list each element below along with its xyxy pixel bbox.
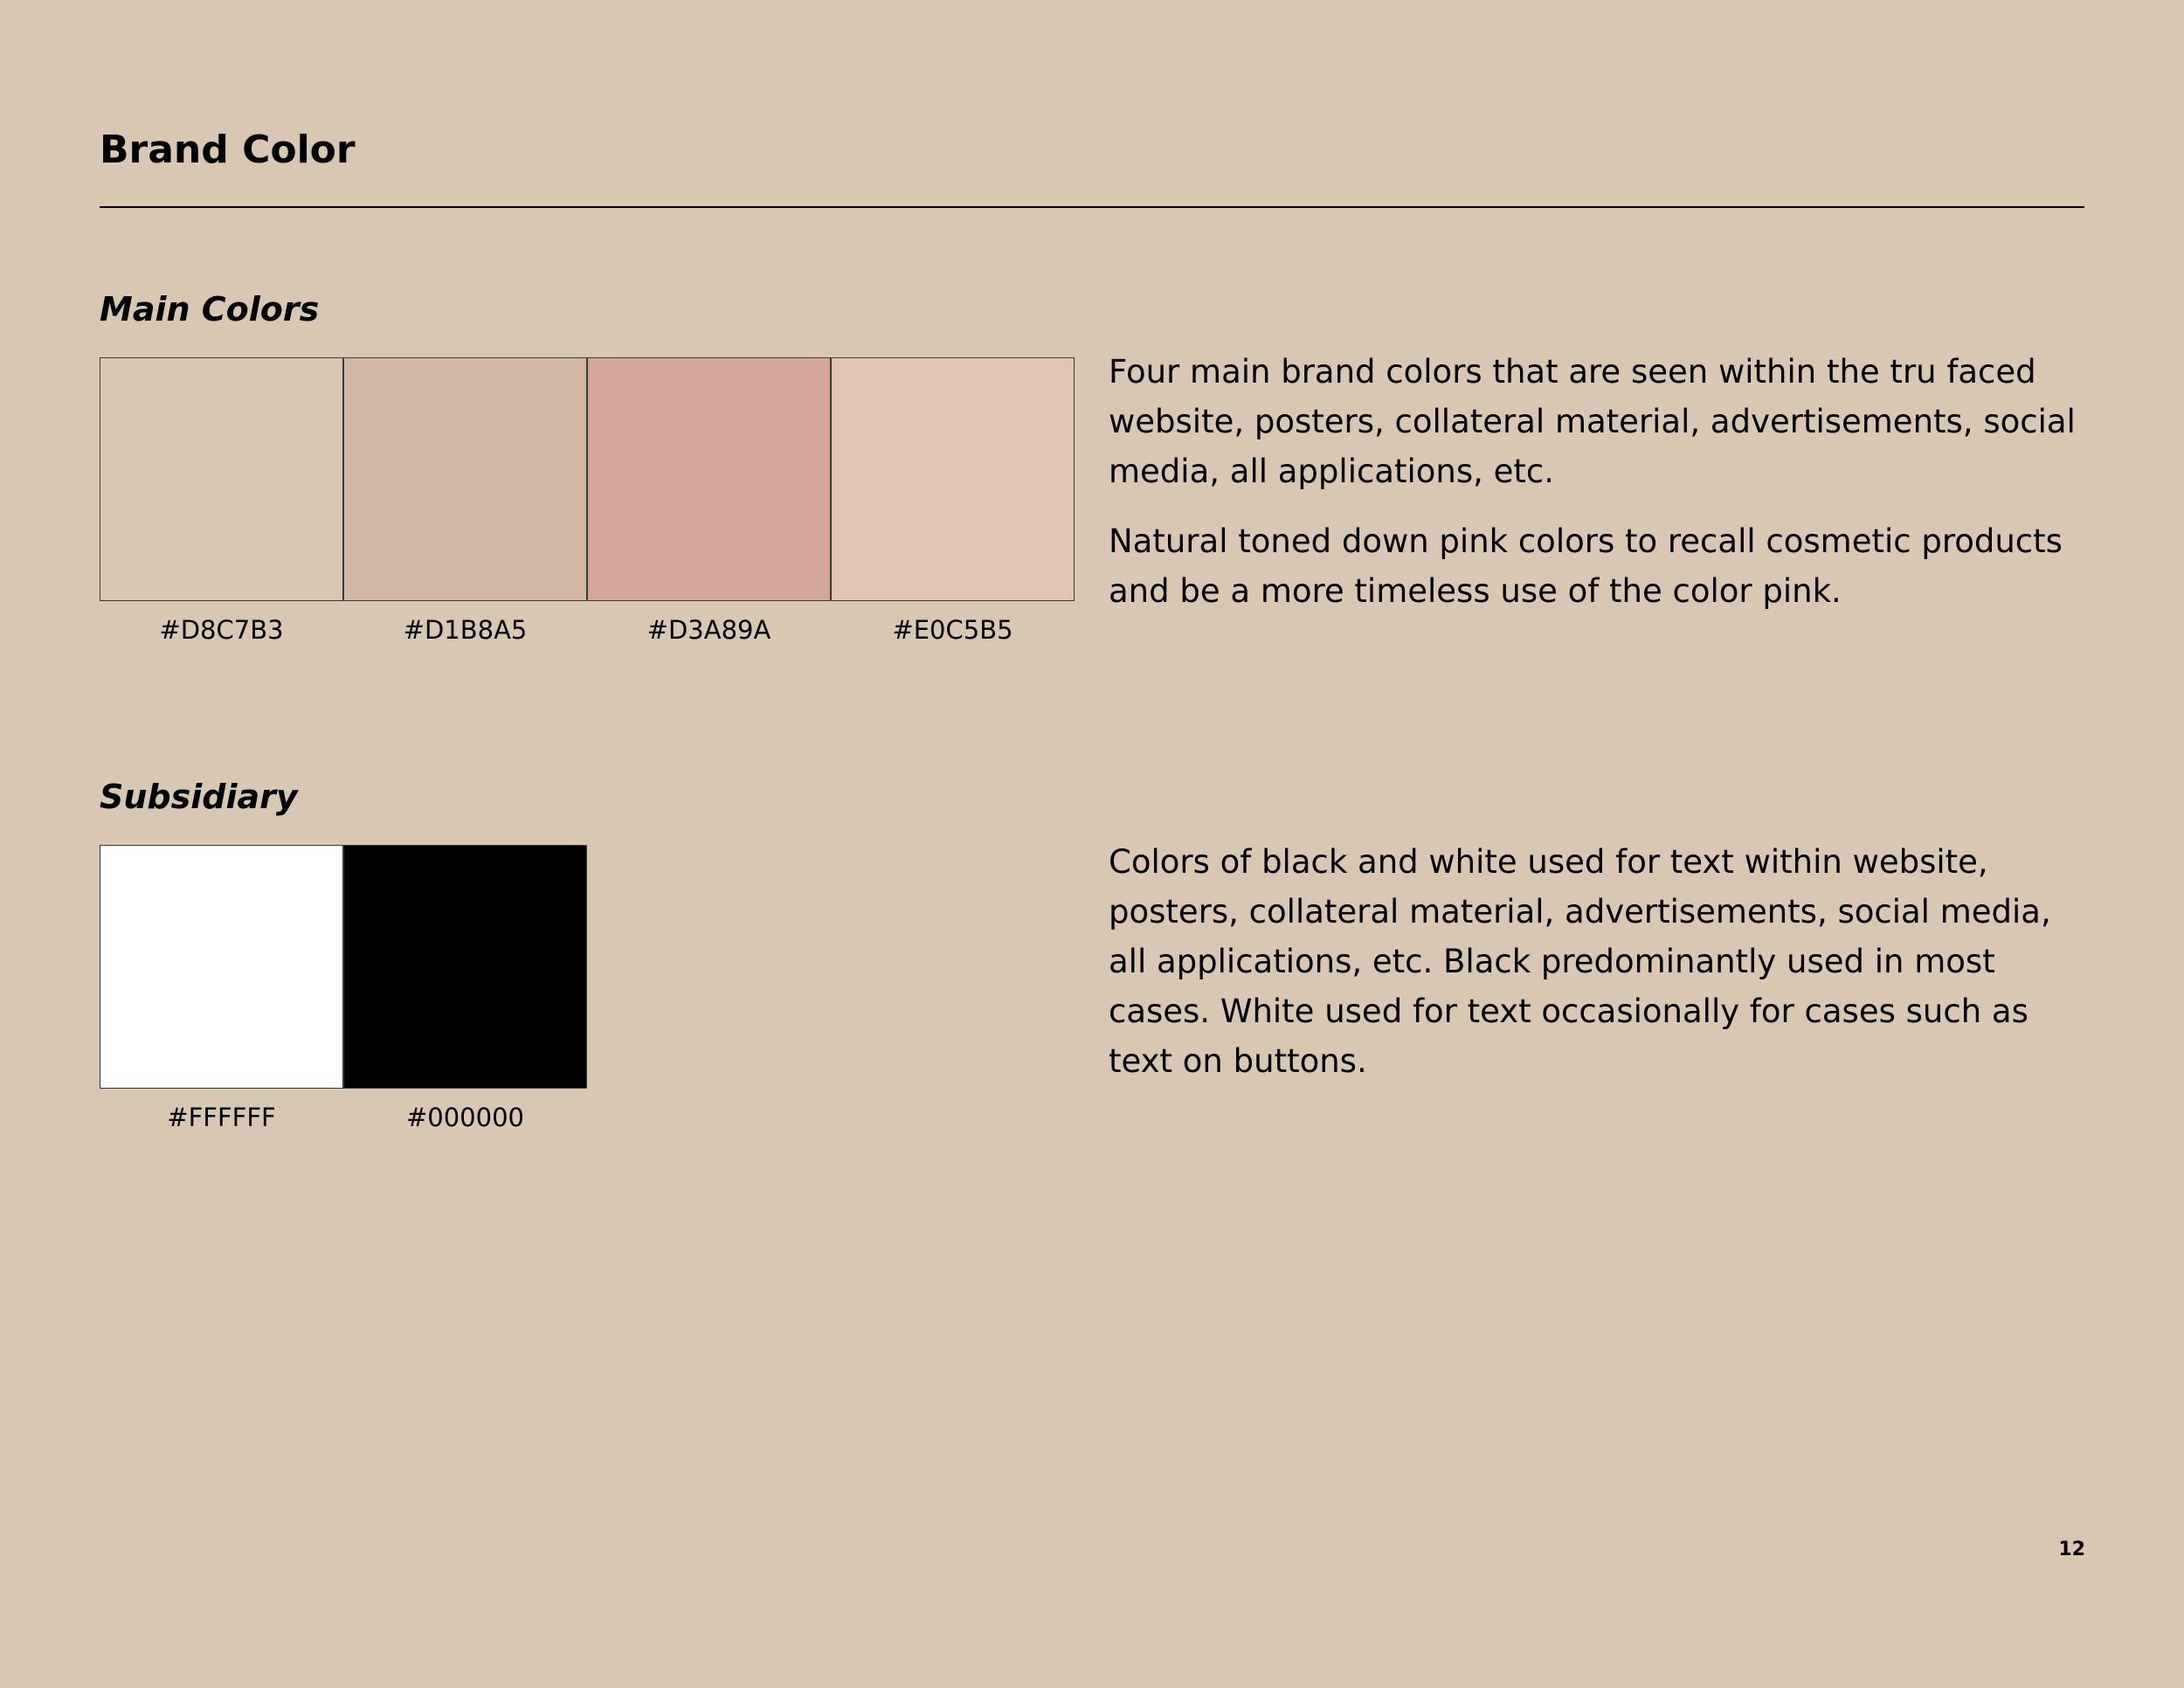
main-colors-description	[1109, 347, 2087, 616]
title-divider	[100, 206, 2084, 208]
main-colors-heading: Main Colors	[100, 290, 320, 329]
subsidiary-heading: Subsidiary	[100, 778, 298, 816]
hex-code-label: #E0C5B5	[892, 615, 1013, 645]
page-title: Brand Color	[100, 128, 356, 172]
description-paragraph: Colors of black and white used for text within website, posters, collateral material, advertisements, social media, all applications, etc. Black predominantly used in most cases. White used for text occasionally for cases such as text on buttons.	[1109, 843, 2051, 1080]
hex-code-label: #D3A89A	[646, 615, 771, 645]
description-paragraph: Four main brand colors that are seen within the tru faced website, posters, collateral material, advertisements, social media, all applications, etc.	[1109, 353, 2076, 490]
color-swatch	[343, 357, 587, 601]
color-swatch	[587, 357, 831, 601]
description-paragraph: Natural toned down pink colors to recall cosmetic products and be a more timeless use of the color pink.	[1109, 522, 2063, 610]
color-swatch	[100, 845, 343, 1089]
hex-code-label: #FFFFFF	[167, 1103, 276, 1132]
subsidiary-description	[1109, 837, 2087, 1086]
page-number: 12	[2058, 1539, 2085, 1560]
hex-code-label: #000000	[405, 1103, 524, 1132]
hex-code-label: #D8C7B3	[159, 615, 284, 645]
color-swatch	[831, 357, 1075, 601]
color-swatch	[343, 845, 587, 1089]
hex-code-label: #D1B8A5	[403, 615, 528, 645]
color-swatch	[100, 357, 343, 601]
